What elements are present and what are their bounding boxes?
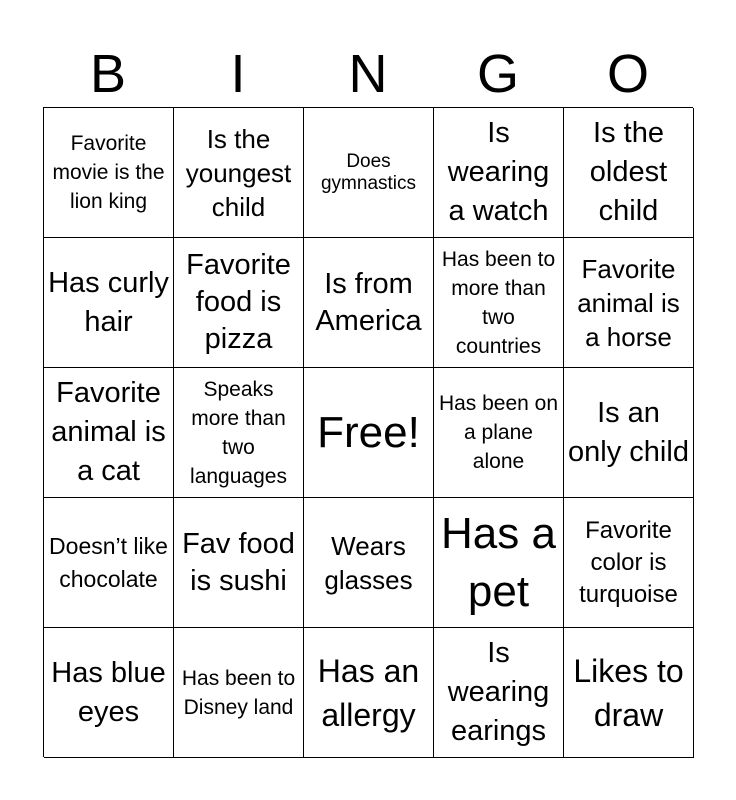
bingo-cell[interactable] (564, 108, 694, 238)
bingo-cell[interactable] (174, 368, 304, 498)
cell-text: Does gymnastics (320, 150, 417, 194)
cell-text: Fav food is sushi (182, 527, 295, 597)
bingo-cell[interactable] (304, 238, 434, 368)
bingo-cell[interactable] (434, 108, 564, 238)
cell-text: Favorite color is turquoise (579, 516, 678, 608)
cell-text: Wears glasses (324, 530, 413, 595)
bingo-cell[interactable] (304, 108, 434, 238)
header-letter-n: N (348, 44, 388, 104)
bingo-cell[interactable] (434, 368, 564, 498)
cell-text: Favorite animal is a horse (577, 253, 680, 352)
cell-text: Is from America (315, 267, 422, 337)
cell-text: Favorite animal is a cat (51, 377, 166, 487)
header-letter-o: O (606, 44, 649, 104)
cell-text: Favorite movie is the lion king (52, 132, 165, 213)
header-letter-i: I (230, 44, 246, 104)
cell-text: Has a pet (441, 508, 556, 616)
cell-text: Has been on a plane alone (438, 392, 559, 473)
cell-text: Is wearing earings (447, 637, 550, 747)
cell-text: Doesn’t like chocolate (49, 532, 168, 592)
header-letter-b: B (89, 44, 127, 104)
header-letter-g: G (476, 44, 519, 104)
bingo-cell[interactable] (44, 368, 174, 498)
cell-text: Is wearing a watch (447, 117, 550, 227)
bingo-cell[interactable] (434, 628, 564, 758)
bingo-cell[interactable] (564, 628, 694, 758)
bingo-cell[interactable] (44, 238, 174, 368)
cell-text: Likes to draw (573, 652, 684, 733)
bingo-cell[interactable] (44, 498, 174, 628)
free-space-cell[interactable] (304, 368, 434, 498)
cell-text: Has an allergy (317, 652, 420, 733)
bingo-cell[interactable] (564, 498, 694, 628)
bingo-cell[interactable] (44, 628, 174, 758)
bingo-cell[interactable] (564, 368, 694, 498)
bingo-cell[interactable] (44, 108, 174, 238)
cell-text: Is the youngest child (185, 123, 292, 222)
bingo-cell[interactable] (174, 498, 304, 628)
bingo-cell[interactable] (174, 238, 304, 368)
bingo-cell[interactable] (174, 108, 304, 238)
bingo-cell[interactable] (304, 628, 434, 758)
bingo-cell[interactable] (564, 238, 694, 368)
bingo-header (43, 40, 693, 108)
cell-text: Favorite food is pizza (186, 249, 291, 355)
cell-text: Has curly hair (48, 266, 169, 338)
cell-text: Has been to Disney land (181, 666, 296, 719)
cell-text: Is the oldest child (589, 117, 668, 227)
cell-text: Is an only child (568, 396, 689, 468)
cell-text: Has been to more than two countries (441, 247, 556, 358)
bingo-cell[interactable] (174, 628, 304, 758)
bingo-grid (43, 107, 693, 757)
cell-text: Has blue eyes (51, 656, 166, 728)
bingo-cell[interactable] (434, 238, 564, 368)
cell-text: Speaks more than two languages (190, 377, 287, 488)
free-space-text: Free! (317, 407, 420, 457)
bingo-cell[interactable] (434, 498, 564, 628)
bingo-cell[interactable] (304, 498, 434, 628)
